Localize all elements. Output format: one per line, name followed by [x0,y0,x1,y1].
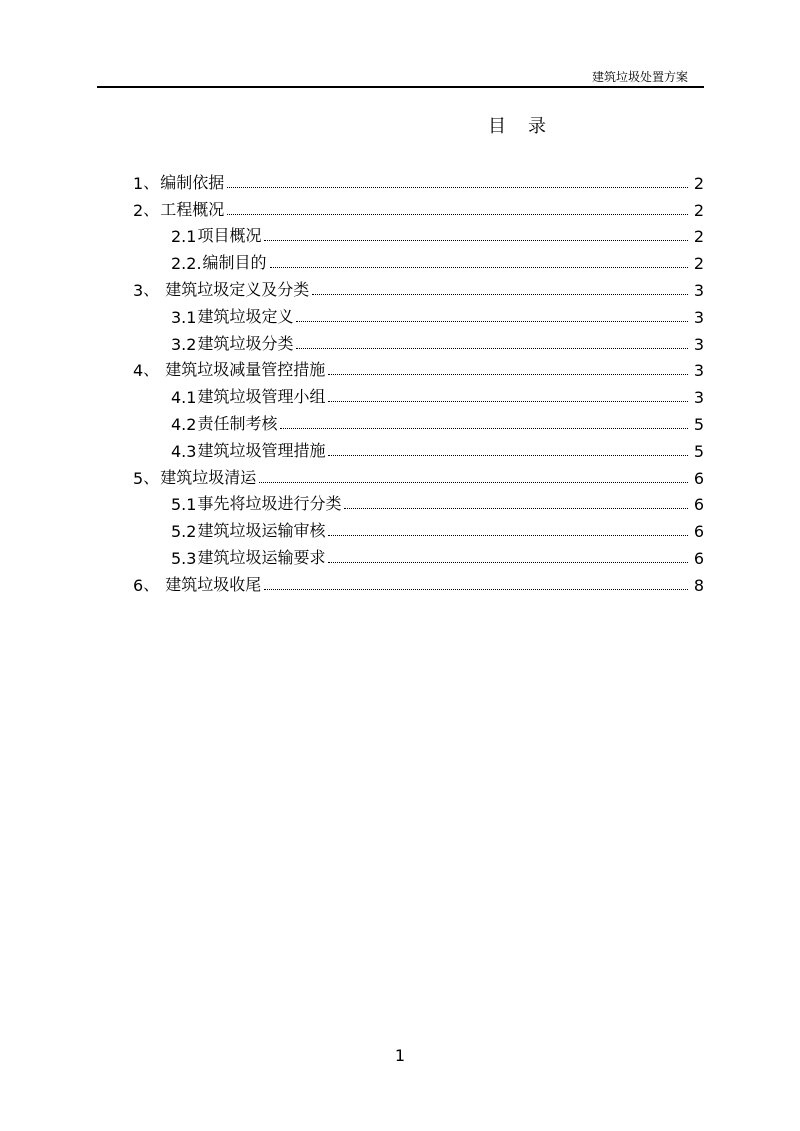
toc-entry-number: 6 [133,575,144,595]
toc-dot-leader [296,348,688,349]
toc-entry-number: 3 [133,280,144,300]
toc-dot-leader [328,562,688,563]
toc-entry-separator: 、 [143,467,160,487]
toc-dot-leader [227,187,688,188]
toc-entry[interactable] [133,300,704,327]
toc-title [488,112,546,138]
toc-entry-number: 2.2. [171,254,202,274]
toc-entry-label: 编制依据 [160,172,225,192]
toc-entry[interactable] [133,166,704,193]
table-of-contents [133,166,704,595]
toc-dot-leader [328,455,688,456]
toc-entry-separator: 、 [143,279,160,299]
toc-dot-leader [227,214,688,215]
toc-entry[interactable] [133,380,704,407]
toc-entry-label: 建筑垃圾运输审核 [197,521,326,541]
toc-entry-page: 5 [693,441,704,461]
toc-entry-page: 6 [693,495,704,515]
toc-dot-leader [270,267,688,268]
toc-entry-separator: 、 [143,172,160,192]
toc-entry-label: 建筑垃圾定义 [197,306,294,326]
toc-entry-number: 5.1 [171,495,197,515]
toc-title-char-2: 录 [528,116,546,137]
toc-entry[interactable] [133,193,704,220]
toc-entry[interactable] [133,541,704,568]
toc-entry-label: 建筑垃圾管理措施 [197,440,326,460]
toc-entry-page: 3 [693,280,704,300]
toc-entry-label: 项目概况 [197,226,262,246]
toc-entry-number: 4 [133,361,144,381]
toc-entry-label: 工程概况 [160,199,225,219]
toc-entry-number: 4.3 [171,441,197,461]
toc-entry[interactable] [133,246,704,273]
toc-dot-leader [344,508,688,509]
toc-entry-number: 5.2 [171,522,197,542]
toc-entry-page: 8 [693,575,704,595]
running-header-title: 建筑垃圾处置方案 [591,70,688,84]
toc-entry[interactable] [133,354,704,381]
toc-entry-number: 2.1 [171,227,197,247]
toc-entry-label: 建筑垃圾管理小组 [197,387,326,407]
toc-entry-page: 3 [693,388,704,408]
toc-entry-page: 2 [693,254,704,274]
toc-entry-page: 6 [693,522,704,542]
toc-entry[interactable] [133,407,704,434]
toc-dot-leader [328,374,688,375]
toc-entry-number: 4.2 [171,414,197,434]
toc-entry-label: 建筑垃圾收尾 [165,574,262,594]
toc-entry[interactable] [133,488,704,515]
toc-dot-leader [264,240,688,241]
toc-entry-page: 6 [693,468,704,488]
header-rule [97,86,704,88]
toc-entry-label: 建筑垃圾清运 [160,467,257,487]
toc-entry-number: 1 [133,173,144,193]
toc-entry-page: 2 [693,200,704,220]
toc-entry-page: 3 [693,334,704,354]
page-number: 1 [394,1046,406,1065]
toc-entry-page: 2 [693,173,704,193]
toc-entry[interactable] [133,461,704,488]
toc-entry-number: 4.1 [171,388,197,408]
toc-entry-page: 5 [693,414,704,434]
toc-entry-number: 5 [133,468,144,488]
toc-entry-label: 事先将垃圾进行分类 [197,494,342,514]
toc-entry[interactable] [133,568,704,595]
toc-entry-label: 建筑垃圾运输要求 [197,547,326,567]
toc-entry-label: 责任制考核 [197,413,278,433]
toc-dot-leader [328,401,688,402]
toc-entry-number: 3.1 [171,307,197,327]
toc-entry[interactable] [133,514,704,541]
toc-entry-page: 3 [693,361,704,381]
toc-entry-label: 建筑垃圾分类 [197,333,294,353]
toc-entry-label: 建筑垃圾定义及分类 [165,279,310,299]
toc-entry[interactable] [133,220,704,247]
toc-entry-number: 3.2 [171,334,197,354]
toc-entry-number: 2 [133,200,144,220]
toc-dot-leader [312,294,688,295]
toc-entry[interactable] [133,327,704,354]
toc-dot-leader [328,535,688,536]
toc-entry-page: 6 [693,548,704,568]
toc-entry[interactable] [133,273,704,300]
toc-entry[interactable] [133,434,704,461]
toc-entry-page: 2 [693,227,704,247]
toc-entry-page: 3 [693,307,704,327]
toc-dot-leader [280,428,688,429]
toc-entry-label: 建筑垃圾减量管控措施 [165,360,326,380]
toc-entry-separator: 、 [143,360,160,380]
toc-dot-leader [296,321,688,322]
toc-dot-leader [259,482,688,483]
toc-entry-separator: 、 [143,574,160,594]
toc-entry-separator: 、 [143,199,160,219]
toc-dot-leader [264,589,688,590]
toc-title-char-1: 目 [488,116,506,137]
toc-entry-number: 5.3 [171,548,197,568]
toc-entry-label: 编制目的 [202,253,267,273]
